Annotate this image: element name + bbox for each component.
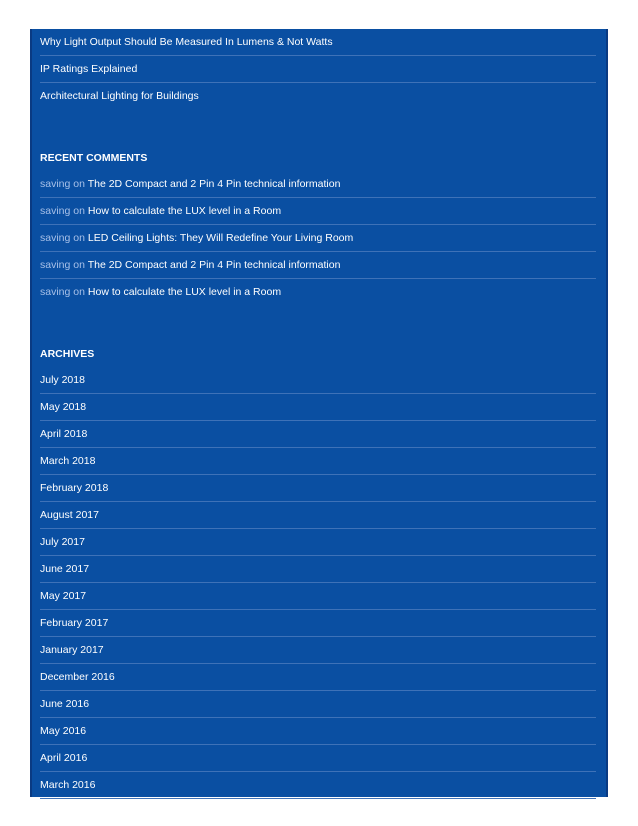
comment-item xyxy=(40,198,596,225)
comment-connector: on xyxy=(73,286,85,298)
archive-item xyxy=(40,799,596,825)
archive-item xyxy=(40,475,596,502)
archive-item xyxy=(40,772,596,799)
archive-item xyxy=(40,610,596,637)
archive-link[interactable]: April 2016 xyxy=(40,752,88,764)
recent-post-item xyxy=(40,83,596,109)
archive-link[interactable]: May 2017 xyxy=(40,590,87,602)
comment-item xyxy=(40,171,596,198)
comment-item xyxy=(40,252,596,279)
recent-post-item xyxy=(40,56,596,83)
comment-connector: on xyxy=(73,232,85,244)
recent-post-link[interactable]: Why Light Output Should Be Measured In Lumens & Not Watts xyxy=(40,36,333,48)
archive-item xyxy=(40,691,596,718)
archive-item xyxy=(40,394,596,421)
archive-item xyxy=(40,502,596,529)
comment-author: saving xyxy=(40,178,71,190)
archive-link[interactable]: August 2017 xyxy=(40,509,99,521)
archive-link[interactable]: March 2018 xyxy=(40,455,96,467)
archive-item xyxy=(40,583,596,610)
archive-link[interactable]: January 2017 xyxy=(40,644,104,656)
archives-list xyxy=(40,367,596,825)
comment-author: saving xyxy=(40,286,71,298)
comment-post-link[interactable]: LED Ceiling Lights: They Will Redefine Your Living Room xyxy=(87,232,354,244)
comment-author: saving xyxy=(40,205,71,217)
recent-comments-list xyxy=(40,171,596,305)
comment-connector: on xyxy=(73,205,85,217)
archive-item xyxy=(40,745,596,772)
comment-connector: on xyxy=(73,259,85,271)
archive-link[interactable]: February 2016 xyxy=(40,806,109,818)
archive-link[interactable]: June 2017 xyxy=(40,563,90,575)
comment-post-link[interactable]: How to calculate the LUX level in a Room xyxy=(87,205,282,217)
archive-link[interactable]: December 2016 xyxy=(40,671,115,683)
archive-link[interactable]: July 2017 xyxy=(40,536,85,548)
comment-post-link[interactable]: The 2D Compact and 2 Pin 4 Pin technical information xyxy=(87,178,341,190)
archive-link[interactable]: February 2018 xyxy=(40,482,109,494)
comment-connector: on xyxy=(73,178,85,190)
archive-item xyxy=(40,556,596,583)
archives-title: ARCHIVES xyxy=(40,348,95,360)
archive-item xyxy=(40,367,596,394)
comment-post-link[interactable]: How to calculate the LUX level in a Room xyxy=(87,286,282,298)
archive-item xyxy=(40,448,596,475)
sidebar xyxy=(30,29,608,818)
recent-post-item xyxy=(40,29,596,56)
comment-author: saving xyxy=(40,259,71,271)
recent-posts-list xyxy=(40,29,596,109)
archive-link[interactable]: July 2018 xyxy=(40,374,85,386)
comment-item xyxy=(40,279,596,305)
archive-link[interactable]: March 2016 xyxy=(40,779,96,791)
recent-comments-title: RECENT COMMENTS xyxy=(40,152,148,164)
recent-post-link[interactable]: IP Ratings Explained xyxy=(40,63,138,75)
archive-item xyxy=(40,421,596,448)
archive-item xyxy=(40,664,596,691)
archive-link[interactable]: February 2017 xyxy=(40,617,109,629)
recent-post-link[interactable]: Architectural Lighting for Buildings xyxy=(40,90,199,102)
comment-post-link[interactable]: The 2D Compact and 2 Pin 4 Pin technical information xyxy=(87,259,341,271)
archive-link[interactable]: April 2018 xyxy=(40,428,88,440)
archive-item xyxy=(40,637,596,664)
archive-item xyxy=(40,529,596,556)
archive-link[interactable]: May 2016 xyxy=(40,725,87,737)
comment-item xyxy=(40,225,596,252)
archive-link[interactable]: June 2016 xyxy=(40,698,90,710)
archive-link[interactable]: May 2018 xyxy=(40,401,87,413)
archive-item xyxy=(40,718,596,745)
comment-author: saving xyxy=(40,232,71,244)
